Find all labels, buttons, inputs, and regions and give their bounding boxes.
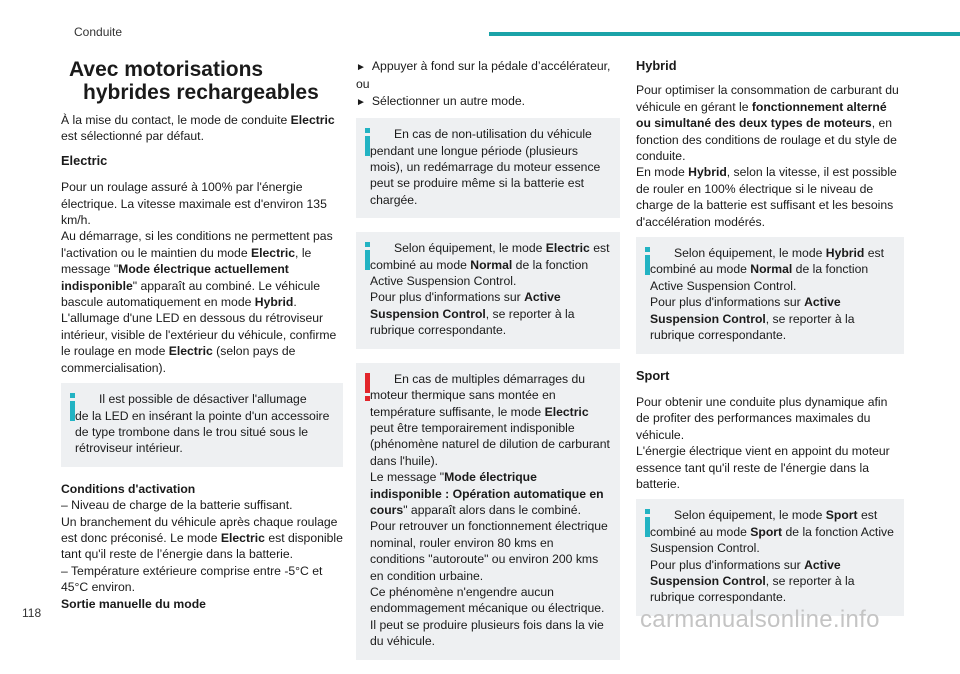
page-title: Avec motorisations hybrides rechargeables [69,58,319,104]
sport-heading: Sport [636,367,670,383]
info-icon [70,393,82,421]
arrow-right-icon: ► [356,62,366,73]
column-left [61,58,343,612]
electric-paragraph-1: Pour un roulage assuré à 100% par l'énergie électrique. La vitesse maximale est d'environ 135 km/h. [61,180,327,228]
column-middle [356,58,620,674]
info-note-led: Il est possible de désactiver l'allumage de la LED en insérant la pointe d'un accessoire de type trombone dans le trou situé sous le rétroviseur intérieur. [61,383,343,467]
electric-paragraph-2: Au démarrage, si les conditions ne permettent pas l'activation ou le maintien du mode Electric, le message "Mode électrique actuellement indisponible" apparaît au combiné. Le véhicule bascule automatiquement en mode Hybrid. [61,229,333,310]
exit-or: ou [356,77,370,92]
hybrid-paragraph-1: Pour optimiser la consommation de carburant du véhicule en gérant le fonctionnement alterné ou simultané des deux types de moteurs, en fonction des conditions de roulage et du style de conduite. [636,83,899,164]
column-right [636,58,904,630]
watermark: carmanualsonline.info [640,606,880,633]
hybrid-heading: Hybrid [636,58,677,73]
sport-paragraph-2: L'énergie électrique vient en appoint du moteur essence tant qu'il reste de l'énergie dans la batterie. [636,444,890,491]
info-note-suspension-electric: Selon équipement, le mode Electric est combiné au mode Normal de la fonction Active Suspension Control. Pour plus d'informations sur Active Suspension Control, se reporter à la rubrique correspondante. [356,232,620,348]
exit-step-1: ► Appuyer à fond sur la pédale d’accélérateur, [356,59,611,73]
electric-paragraph-3: L'allumage d'une LED en dessous du rétroviseur intérieur, visible de l'extérieur du véhicule, confirme le roulage en mode Electric (selon pays de commercialisation). [61,311,337,375]
page-number: 118 [22,606,42,620]
warning-note-restarts: En cas de multiples démarrages du moteur thermique sans montée en température suffisante, le mode Electric peut être temporairement indisponible (phénomène naturel de dilution de carburant dans l'huile). Le message "Mode électrique indisponible : Opération automatique en cours" apparaît alors dans le combiné. Pour retrouver un fonctionnement électrique nominal, rouler environ 80 kms en conditions "autoroute" ou environ 200 kms en condition urbaine. Ce phénomène n'engendre aucun endommagement mécanique ou électrique. Il peut se produire plusieurs fois dans la vie du véhicule. [356,363,620,660]
info-note-unused: En cas de non-utilisation du véhicule pendant une longue période (plusieurs mois), un redémarrage du moteur essence peut se produire même si la batterie est chargée. [356,118,620,218]
condition-1: – Niveau de charge de la batterie suffisant. [61,498,293,513]
manual-exit-heading: Sortie manuelle du mode [61,596,206,611]
header-accent-bar [489,32,960,36]
info-icon [645,247,657,275]
info-note-suspension-hybrid: Selon équipement, le mode Hybrid est combiné au mode Normal de la fonction Active Suspension Control. Pour plus d'informations sur Active Suspension Control, se reporter à la rubrique correspondante. [636,237,904,353]
info-icon [365,242,377,270]
hybrid-paragraph-2: En mode Hybrid, selon la vitesse, il est possible de rouler en 100% électrique si le niveau de charge de la batterie est suffisant et les besoins d'accélération modérés. [636,165,897,229]
running-head: Conduite [74,25,123,39]
warning-icon [365,373,377,401]
condition-2: Un branchement du véhicule après chaque roulage est donc préconisé. Le mode Electric est disponible tant qu'il reste de l’énergie dans la batterie. [61,514,343,562]
activation-heading: Conditions d'activation [61,481,196,496]
info-icon [365,128,377,156]
info-icon [645,509,657,537]
arrow-right-icon: ► [356,96,366,108]
sport-paragraph-1: Pour obtenir une conduite plus dynamique afin de profiter des performances maximales du véhicule. [636,394,888,442]
intro-paragraph: À la mise du contact, le mode de conduite Electric est sélectionné par défaut. [61,113,335,144]
condition-3: – Température extérieure comprise entre -5°C et 45°C environ. [61,563,323,595]
info-note-suspension-sport: Selon équipement, le mode Sport est combiné au mode Sport de la fonction Active Suspension Control. Pour plus d'informations sur Active Suspension Control, se reporter à la rubrique correspondante. [636,499,904,615]
exit-step-2: ► Sélectionner un autre mode. [356,93,526,108]
electric-heading: Electric [61,152,108,168]
